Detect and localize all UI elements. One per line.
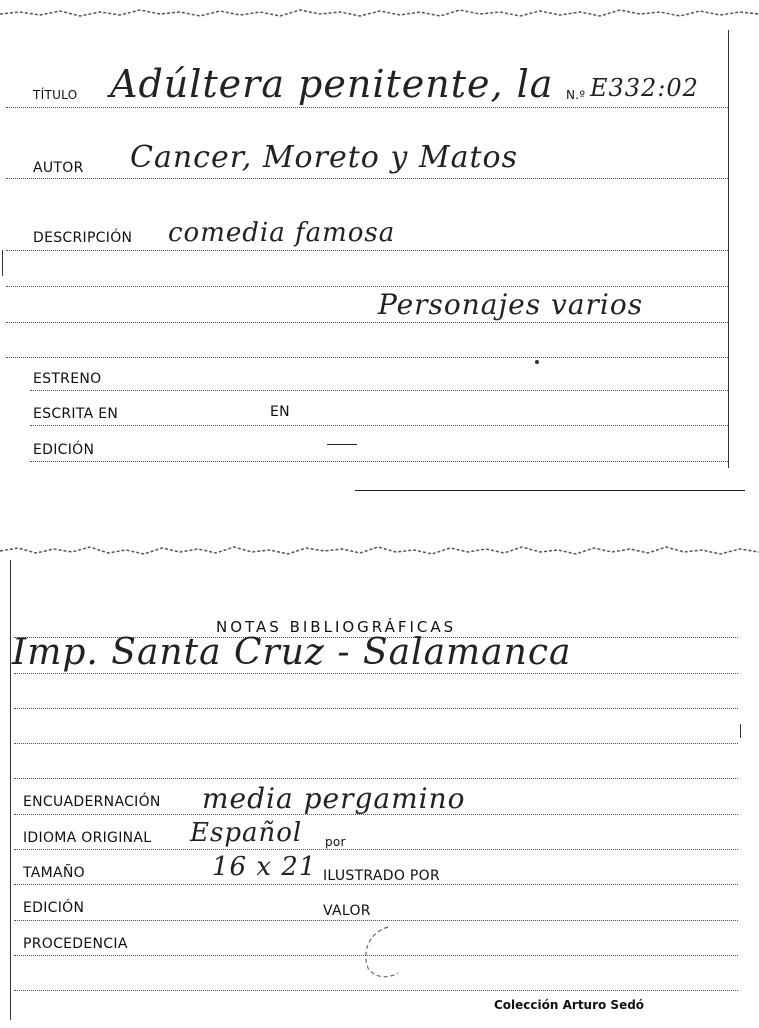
notas-value: Imp. Santa Cruz - Salamanca: [12, 632, 572, 673]
pencil-arc: [358, 923, 408, 983]
rule-line: [14, 743, 738, 744]
por-label: por: [325, 835, 346, 849]
encuadernacion-label: ENCUADERNACIÓN: [23, 794, 161, 810]
rule-line: [6, 250, 728, 251]
right-edge-mark: [740, 724, 741, 738]
titulo-value: Adúltera penitente, la: [110, 62, 554, 106]
rule-line: [14, 778, 738, 779]
valor-label: VALOR: [323, 903, 371, 919]
rule-line: [6, 357, 728, 358]
ink-speck: [535, 360, 539, 364]
rule-line: [14, 990, 738, 991]
idioma-label: IDIOMA ORIGINAL: [23, 830, 152, 846]
notas-heading: NOTAS BIBLIOGRÁFICAS: [216, 618, 457, 636]
rule-line: [6, 322, 728, 323]
left-edge-mark: [2, 250, 3, 276]
collection-footer: Colección Arturo Sedó: [494, 998, 645, 1012]
card-right-edge: [728, 30, 729, 468]
procedencia-label: PROCEDENCIA: [23, 936, 128, 952]
tamano-value: 16 x 21: [212, 852, 317, 882]
estreno-label: ESTRENO: [33, 371, 102, 387]
autor-value: Cancer, Moreto y Matos: [130, 140, 518, 175]
edicion-label: EDICIÓN: [33, 442, 95, 458]
card-bottom-edge: [355, 490, 745, 491]
torn-edge-bottom-card: [0, 538, 759, 560]
rule-line: [14, 673, 738, 674]
idioma-value: Español: [190, 818, 303, 848]
escrita-label: ESCRITA EN: [33, 406, 119, 422]
rule-line: [14, 920, 738, 921]
pencil-mark: [327, 444, 357, 445]
tamano-label: TAMAÑO: [23, 865, 85, 881]
catalog-card-bottom: [0, 538, 759, 1028]
rule-line: [6, 107, 728, 108]
rule-line: [14, 708, 738, 709]
encuadernacion-value: media pergamino: [202, 782, 466, 815]
numero-value: E332:02: [590, 74, 699, 102]
edicion-label-bottom: EDICIÓN: [23, 900, 85, 916]
rule-line: [30, 390, 728, 391]
rule-line: [14, 884, 738, 885]
torn-edge-top: [0, 0, 759, 22]
autor-label: AUTOR: [33, 160, 84, 176]
catalog-card-top: [0, 0, 759, 500]
personajes-value: Personajes varios: [378, 288, 644, 321]
ilustrado-label: ILUSTRADO POR: [323, 868, 440, 884]
rule-line: [6, 286, 728, 287]
rule-line: [30, 425, 728, 426]
titulo-label: TÍTULO: [33, 88, 78, 102]
numero-label: N.º: [566, 88, 586, 102]
descripcion-label: DESCRIPCIÓN: [33, 230, 133, 246]
rule-line: [30, 461, 728, 462]
rule-line: [6, 178, 728, 179]
en-label: EN: [270, 404, 290, 420]
card-left-edge: [10, 560, 11, 1020]
descripcion-value: comedia famosa: [168, 218, 396, 248]
rule-line: [14, 849, 738, 850]
